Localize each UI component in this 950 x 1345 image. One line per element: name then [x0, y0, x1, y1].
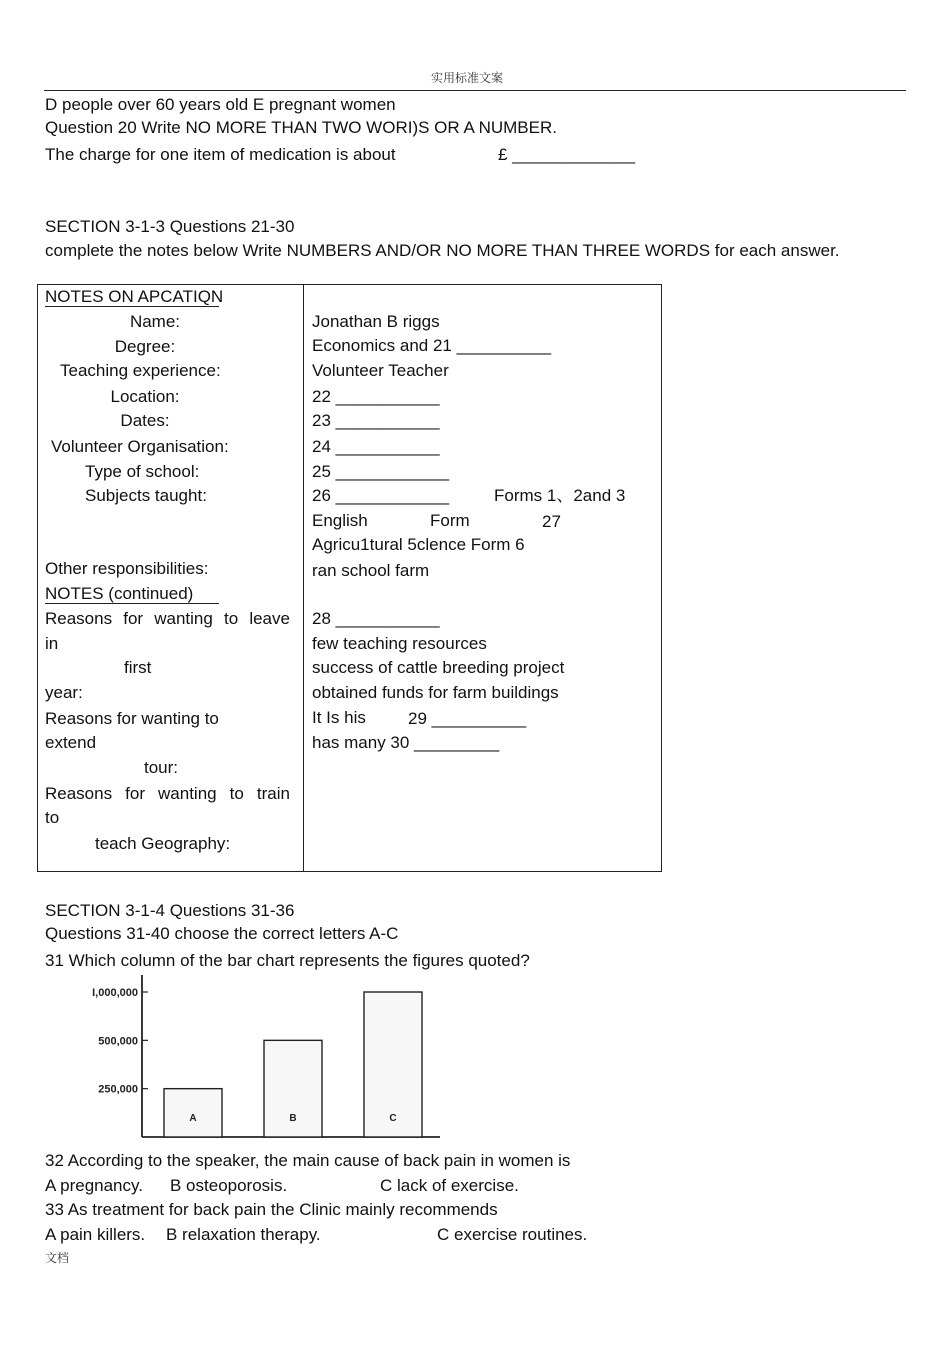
label-location: Location:	[110, 387, 180, 406]
question-33-option-c: C exercise routines.	[437, 1225, 588, 1244]
value-forms: Forms 1、2and 3	[494, 486, 626, 505]
answer-28: 28 ___________	[312, 609, 440, 628]
chart-bar-label: C	[389, 1113, 397, 1124]
chart-bar-label: B	[289, 1113, 297, 1124]
answer-29: 29 __________	[408, 709, 527, 728]
label-volunteer-organisation: Volunteer Organisation:	[51, 437, 229, 456]
value-school-farm: ran school farm	[312, 561, 430, 580]
word: to	[223, 609, 239, 628]
page-footer-text: 文档	[45, 1251, 70, 1265]
answer-23: 23 ___________	[312, 411, 440, 430]
section-3-title: SECTION 3-1-3 Questions 21-30	[45, 217, 295, 236]
section-3-instruction: complete the notes below Write NUMBERS AND/OR NO MORE THAN THREE WORDS for each answer.	[45, 241, 840, 260]
value-degree: Economics and 21 __________	[312, 336, 552, 355]
notes-table-divider	[303, 284, 304, 872]
question-33-option-a: A pain killers.	[45, 1225, 146, 1244]
answer-24: 24 ___________	[312, 437, 440, 456]
label-name: Name:	[129, 312, 181, 331]
question-19-options: D people over 60 years old E pregnant women	[45, 95, 396, 114]
label-subjects-taught: Subjects taught:	[85, 486, 207, 505]
question-32: 32 According to the speaker, the main cause of back pain in women is	[45, 1151, 571, 1170]
label-reasons-extend-line1: Reasons for wanting to	[45, 709, 219, 728]
question-33-option-b: B relaxation therapy.	[166, 1225, 321, 1244]
notes-continued-underline	[45, 603, 219, 604]
value-name: Jonathan B riggs	[312, 312, 440, 331]
value-farm-funds: obtained funds for farm buildings	[312, 683, 559, 702]
label-reasons-leave-line4: year:	[45, 683, 83, 702]
value-form: Form	[430, 511, 470, 530]
header-rule	[44, 90, 906, 91]
answer-30: has many 30 _________	[312, 733, 500, 752]
value-english: English	[312, 511, 368, 530]
question-32-option-a: A pregnancy.	[45, 1176, 143, 1195]
label-reasons-leave-line2: in	[45, 634, 59, 653]
question-32-option-b: B osteoporosis.	[170, 1176, 288, 1195]
question-20-text: The charge for one item of medication is about	[45, 145, 396, 164]
notes-heading-underline	[45, 306, 219, 307]
chart-y-tick-label: 500,000	[98, 1035, 138, 1048]
value-agricultural-science: Agricu1tural 5clence Form 6	[312, 535, 525, 554]
chart-y-tick-label: 250,000	[98, 1083, 138, 1096]
value-cattle-project: success of cattle breeding project	[312, 658, 565, 677]
word: for	[123, 609, 144, 628]
section-4-instruction: Questions 31-40 choose the correct letters A-C	[45, 924, 399, 943]
value-teaching-experience: Volunteer Teacher	[312, 361, 449, 380]
word: for	[125, 784, 145, 803]
notes-continued-heading: NOTES (continued)	[45, 584, 194, 603]
bar-chart	[60, 975, 450, 1145]
word: Reasons	[45, 609, 113, 628]
label-degree: Degree:	[114, 337, 176, 356]
question-31: 31 Which column of the bar chart represents the figures quoted?	[45, 951, 530, 970]
label-reasons-train-line3: teach Geography:	[95, 834, 231, 853]
word: leave	[249, 609, 290, 628]
page-header-title: 实用标准文案	[431, 71, 504, 85]
answer-25: 25 ____________	[312, 462, 450, 481]
label-reasons-extend-line2: extend	[45, 733, 97, 752]
section-4-title: SECTION 3-1-4 Questions 31-36	[45, 901, 295, 920]
question-20-answer-blank: £ _____________	[498, 145, 636, 164]
word: Reasons	[45, 784, 113, 803]
word: to	[229, 784, 244, 803]
label-reasons-leave-line1	[45, 609, 290, 629]
word: wanting	[154, 609, 213, 628]
chart-bar-label: A	[189, 1113, 197, 1124]
label-reasons-train-line1	[45, 784, 290, 804]
chart-y-tick-label: I,000,000	[92, 987, 138, 999]
answer-22: 22 ___________	[312, 387, 440, 406]
label-reasons-leave-line3: first	[124, 658, 152, 677]
label-dates: Dates:	[120, 411, 170, 430]
value-few-resources: few teaching resources	[312, 634, 487, 653]
question-33: 33 As treatment for back pain the Clinic mainly recommends	[45, 1200, 498, 1219]
notes-heading: NOTES ON APCATIQN	[45, 287, 224, 306]
label-reasons-extend-line3: tour:	[144, 758, 179, 777]
word: train	[256, 784, 290, 803]
answer-27: 27	[542, 512, 561, 531]
word: wanting	[158, 784, 217, 803]
label-reasons-train-line2: to	[45, 808, 60, 827]
label-teaching-experience: Teaching experience:	[60, 361, 221, 380]
question-32-option-c: C lack of exercise.	[380, 1176, 519, 1195]
value-it-is-his: It Is his	[312, 708, 366, 727]
question-20-instruction: Question 20 Write NO MORE THAN TWO WORI)S OR A NUMBER.	[45, 118, 557, 137]
answer-26: 26 ____________	[312, 486, 450, 505]
label-other-responsibilities: Other responsibilities:	[45, 559, 209, 578]
label-type-of-school: Type of school:	[85, 462, 200, 481]
